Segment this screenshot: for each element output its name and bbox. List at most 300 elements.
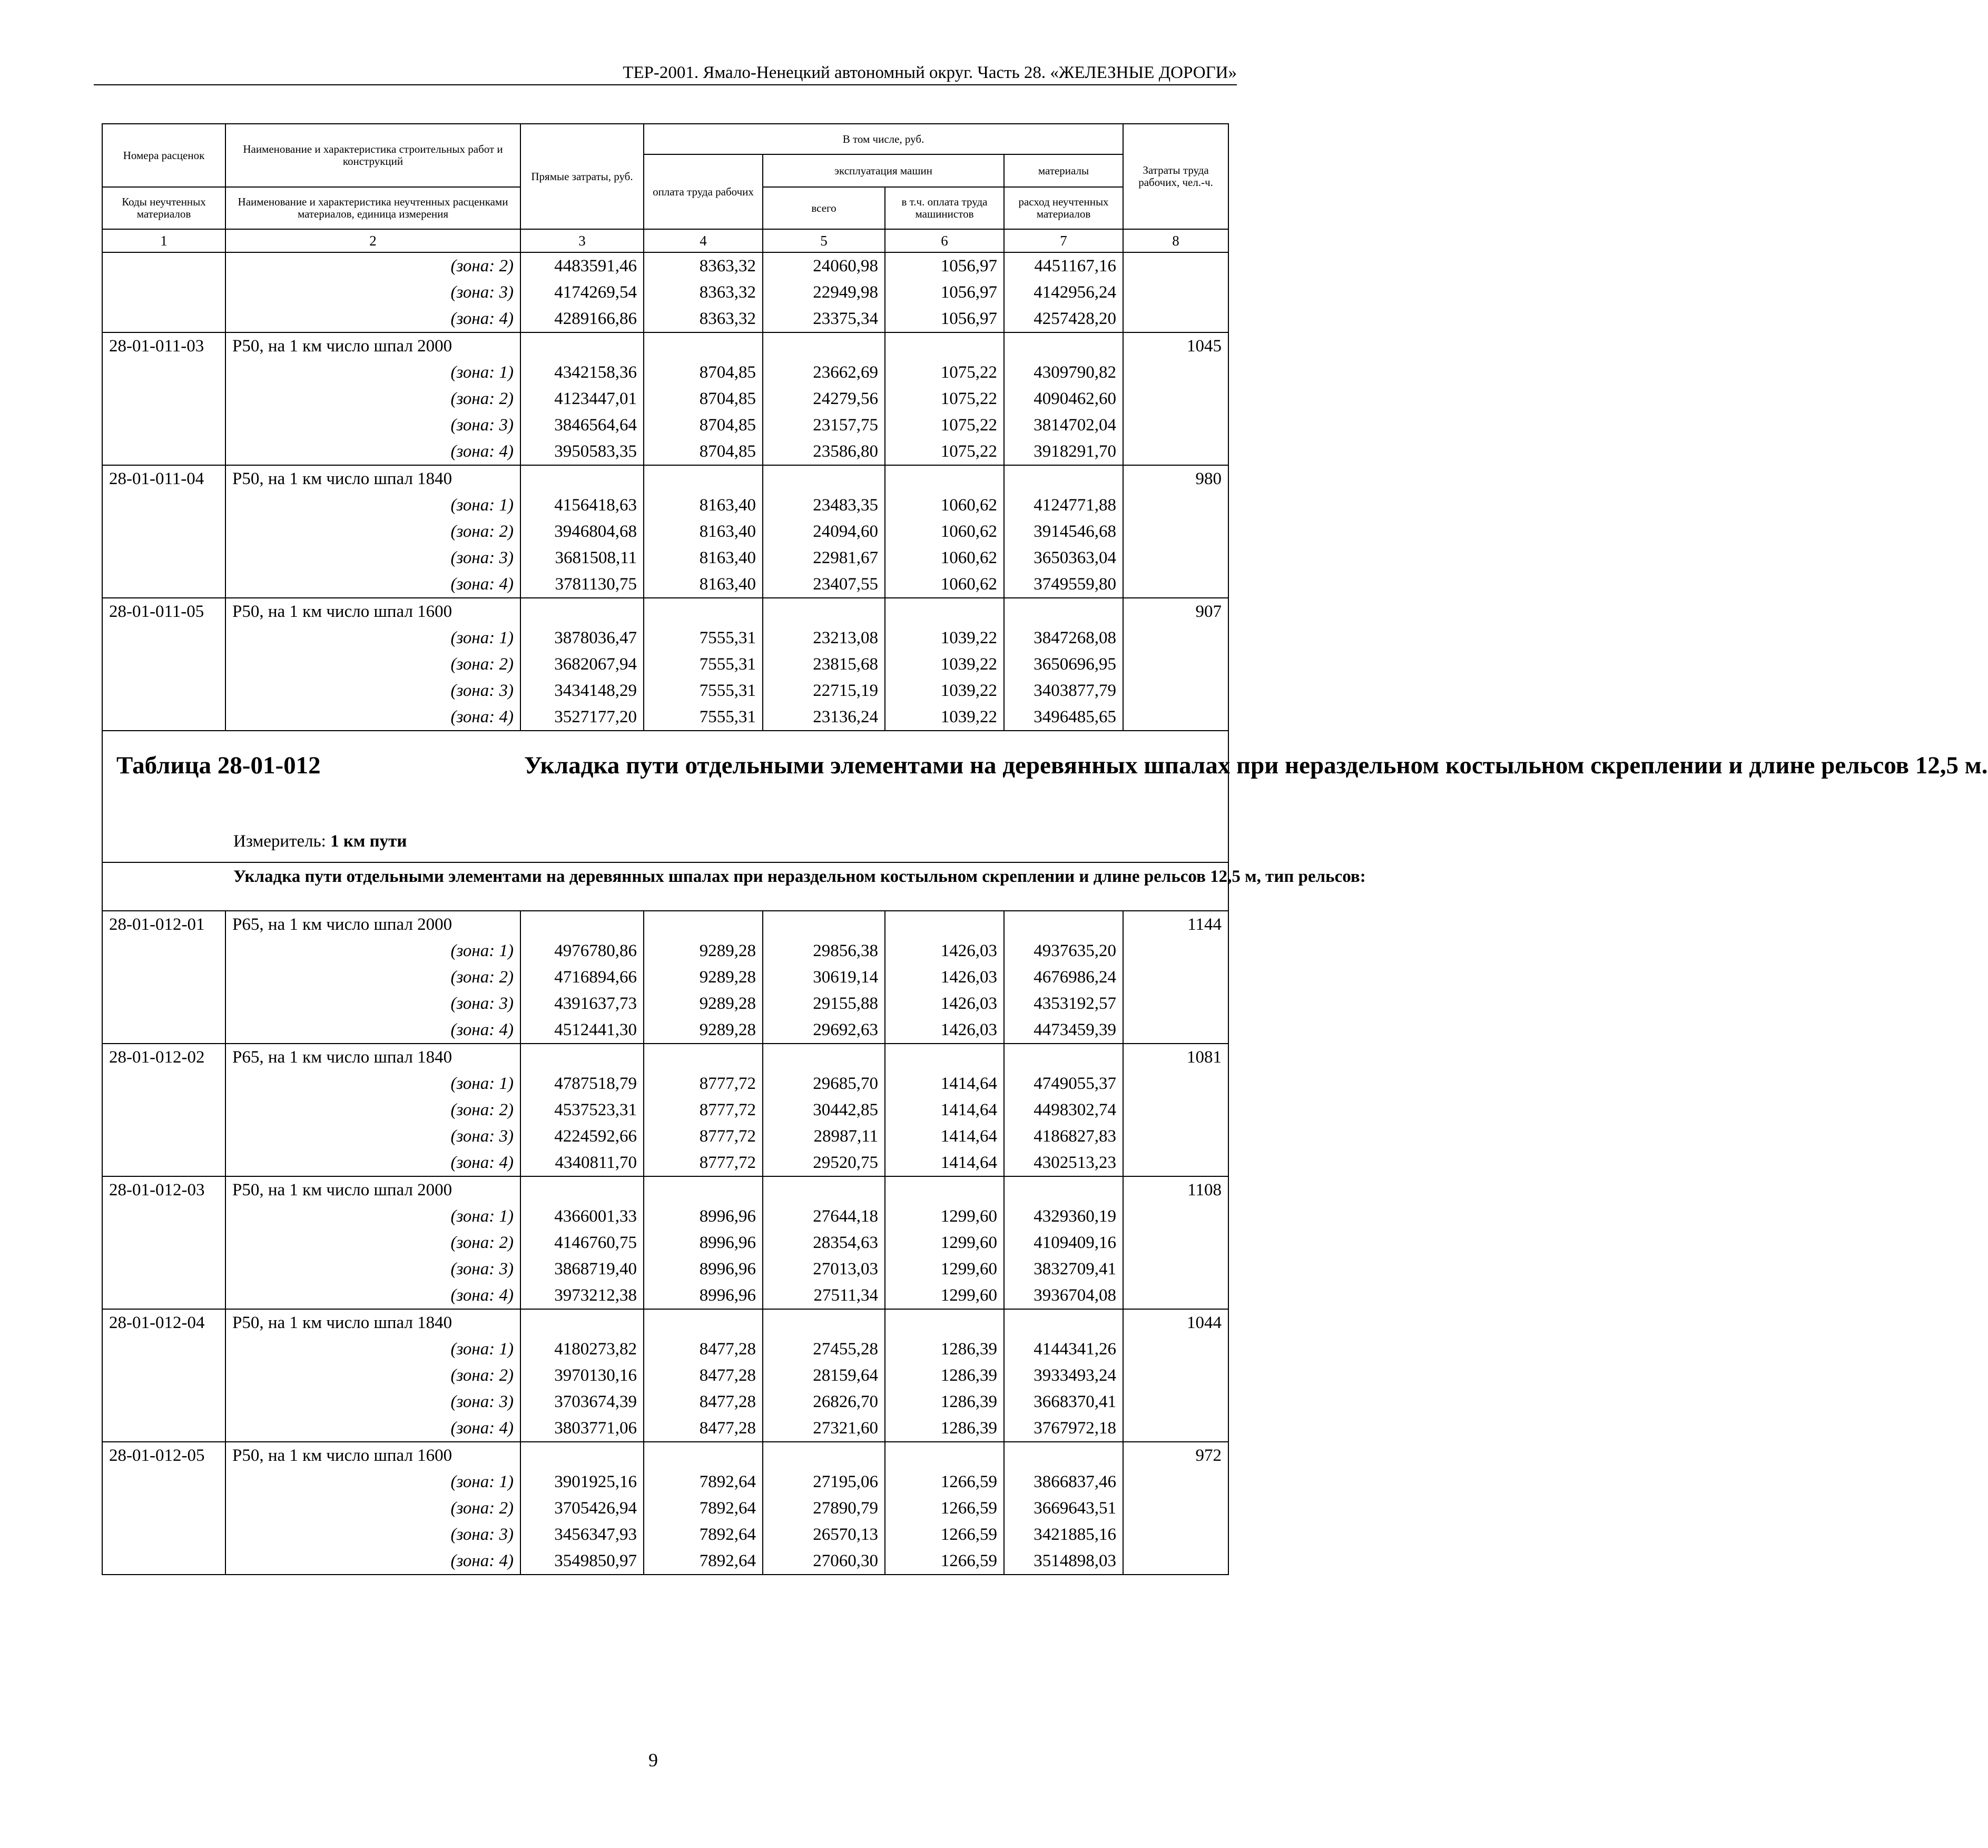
zone-cell: (зона: 1): [225, 492, 520, 518]
zone-cell: (зона: 3): [225, 1521, 520, 1548]
direct-cost-cell: 4366001,33: [520, 1203, 644, 1230]
machines-cell: 23157,75: [763, 412, 885, 438]
direct-cost-cell: 4180273,82: [520, 1336, 644, 1362]
labor-cell: [1123, 1203, 1228, 1230]
empty-cell: [520, 465, 644, 492]
empty-cell: [644, 332, 763, 359]
wages-cell: 8477,28: [644, 1415, 763, 1442]
labor-cell: 972: [1123, 1442, 1228, 1469]
table-row: [102, 1097, 1228, 1123]
labor-cell: [1123, 438, 1228, 465]
table-subtitle-block: [102, 862, 1366, 911]
empty-cell: [763, 1309, 885, 1336]
materials-cell: 3668370,41: [1004, 1389, 1123, 1415]
direct-cost-cell: 4146760,75: [520, 1230, 644, 1256]
direct-cost-cell: 3456347,93: [520, 1521, 644, 1548]
code-cell: [102, 1070, 225, 1097]
wages-cell: 8704,85: [644, 359, 763, 386]
code-cell: [102, 492, 225, 518]
table-row: [102, 359, 1228, 386]
zone-cell: (зона: 2): [225, 1362, 520, 1389]
table-subtitle: Укладка пути отдельными элементами на деревянных шпалах при нераздельном костыльном скреплении и длине рельсов 12,5 м, тип рельсов:: [233, 867, 1366, 886]
materials-cell: 3421885,16: [1004, 1521, 1123, 1548]
machines-cell: 24094,60: [763, 518, 885, 545]
labor-cell: [1123, 359, 1228, 386]
zone-cell: (зона: 4): [225, 571, 520, 598]
empty-cell: [885, 598, 1004, 625]
code-cell: [102, 677, 225, 704]
labor-cell: [1123, 306, 1228, 332]
empty-cell: [885, 1309, 1004, 1336]
machines-cell: 30442,85: [763, 1097, 885, 1123]
zone-cell: (зона: 3): [225, 412, 520, 438]
labor-cell: [1123, 1469, 1228, 1495]
materials-cell: 4451167,16: [1004, 252, 1123, 279]
zone-cell: (зона: 3): [225, 545, 520, 571]
drivers-wages-cell: 1075,22: [885, 438, 1004, 465]
empty-cell: [520, 332, 644, 359]
direct-cost-cell: 4512441,30: [520, 1017, 644, 1044]
empty-cell: [520, 1309, 644, 1336]
materials-cell: 4329360,19: [1004, 1203, 1123, 1230]
table-row: [102, 1123, 1228, 1149]
wages-cell: 7892,64: [644, 1495, 763, 1521]
wages-cell: 8777,72: [644, 1070, 763, 1097]
machines-cell: 30619,14: [763, 964, 885, 990]
zone-cell: (зона: 4): [225, 306, 520, 332]
direct-cost-cell: 4123447,01: [520, 386, 644, 412]
wages-cell: 8363,32: [644, 306, 763, 332]
empty-cell: [644, 1442, 763, 1469]
labor-cell: [1123, 279, 1228, 306]
table-row: [102, 677, 1228, 704]
direct-cost-cell: 4289166,86: [520, 306, 644, 332]
wages-cell: 8163,40: [644, 492, 763, 518]
materials-cell: 4309790,82: [1004, 359, 1123, 386]
empty-cell: [520, 1176, 644, 1203]
labor-cell: 1108: [1123, 1176, 1228, 1203]
wages-cell: 7892,64: [644, 1469, 763, 1495]
zone-cell: (зона: 4): [225, 1548, 520, 1575]
wages-cell: 7555,31: [644, 677, 763, 704]
machines-cell: 28159,64: [763, 1362, 885, 1389]
labor-cell: 1044: [1123, 1309, 1228, 1336]
zone-cell: (зона: 3): [225, 1389, 520, 1415]
table-row: [102, 306, 1228, 332]
table-row: [102, 412, 1228, 438]
drivers-wages-cell: 1266,59: [885, 1495, 1004, 1521]
wages-cell: 8996,96: [644, 1203, 763, 1230]
wages-cell: 7555,31: [644, 651, 763, 677]
empty-cell: [520, 598, 644, 625]
col-number: 8: [1123, 229, 1228, 252]
labor-cell: [1123, 1230, 1228, 1256]
empty-cell: [885, 1044, 1004, 1070]
empty-cell: [644, 1044, 763, 1070]
code-cell: [102, 1282, 225, 1309]
drivers-wages-cell: 1426,03: [885, 1017, 1004, 1044]
drivers-wages-cell: 1414,64: [885, 1070, 1004, 1097]
table-row: [102, 545, 1228, 571]
zone-cell: (зона: 2): [225, 651, 520, 677]
labor-cell: [1123, 1389, 1228, 1415]
zone-cell: (зона: 4): [225, 1149, 520, 1176]
drivers-wages-cell: 1075,22: [885, 412, 1004, 438]
materials-cell: 4749055,37: [1004, 1070, 1123, 1097]
direct-cost-cell: 4224592,66: [520, 1123, 644, 1149]
col-unacc-mat-header: расход неучтенных материалов: [1004, 187, 1123, 229]
empty-cell: [1004, 598, 1123, 625]
machines-cell: 23586,80: [763, 438, 885, 465]
labor-cell: [1123, 1521, 1228, 1548]
zone-cell: (зона: 2): [225, 518, 520, 545]
wages-cell: 9289,28: [644, 964, 763, 990]
col-direct-header: Прямые затраты, руб.: [520, 124, 644, 229]
drivers-wages-cell: 1056,97: [885, 306, 1004, 332]
empty-cell: [520, 1044, 644, 1070]
table-row: [102, 492, 1228, 518]
zone-cell: (зона: 1): [225, 938, 520, 964]
meter-value: 1 км пути: [330, 832, 407, 851]
wages-cell: 8704,85: [644, 412, 763, 438]
zone-cell: (зона: 4): [225, 438, 520, 465]
table-012-body: [102, 911, 1228, 1575]
machines-cell: 22981,67: [763, 545, 885, 571]
labor-cell: [1123, 412, 1228, 438]
drivers-wages-cell: 1056,97: [885, 252, 1004, 279]
empty-cell: [1004, 1309, 1123, 1336]
labor-cell: [1123, 625, 1228, 651]
empty-cell: [1004, 465, 1123, 492]
direct-cost-cell: 3878036,47: [520, 625, 644, 651]
rate-code-cell: 28-01-012-05: [102, 1442, 225, 1469]
zone-cell: (зона: 4): [225, 1017, 520, 1044]
machines-cell: 22715,19: [763, 677, 885, 704]
direct-cost-cell: 4716894,66: [520, 964, 644, 990]
materials-cell: 3749559,80: [1004, 571, 1123, 598]
code-cell: [102, 704, 225, 731]
zone-cell: (зона: 4): [225, 704, 520, 731]
zone-cell: (зона: 1): [225, 1336, 520, 1362]
empty-cell: [644, 598, 763, 625]
table-row: [102, 1548, 1228, 1575]
zone-cell: (зона: 2): [225, 252, 520, 279]
direct-cost-cell: 3681508,11: [520, 545, 644, 571]
drivers-wages-cell: 1266,59: [885, 1521, 1004, 1548]
empty-cell: [1004, 1442, 1123, 1469]
direct-cost-cell: 4174269,54: [520, 279, 644, 306]
empty-cell: [644, 465, 763, 492]
empty-cell: [520, 1442, 644, 1469]
empty-cell: [1004, 1044, 1123, 1070]
labor-cell: [1123, 386, 1228, 412]
materials-cell: 4186827,83: [1004, 1123, 1123, 1149]
labor-cell: [1123, 964, 1228, 990]
direct-cost-cell: 4340811,70: [520, 1149, 644, 1176]
table-row: [102, 465, 1228, 492]
table-row: [102, 332, 1228, 359]
materials-cell: 3832709,41: [1004, 1256, 1123, 1282]
labor-cell: [1123, 1362, 1228, 1389]
machines-cell: 23375,34: [763, 306, 885, 332]
table-row: [102, 1230, 1228, 1256]
materials-cell: 4302513,23: [1004, 1149, 1123, 1176]
materials-cell: 4124771,88: [1004, 492, 1123, 518]
code-cell: [102, 1123, 225, 1149]
drivers-wages-cell: 1266,59: [885, 1548, 1004, 1575]
drivers-wages-cell: 1060,62: [885, 518, 1004, 545]
table-row: [102, 518, 1228, 545]
empty-cell: [763, 332, 885, 359]
materials-cell: 3514898,03: [1004, 1548, 1123, 1575]
direct-cost-cell: 3434148,29: [520, 677, 644, 704]
wages-cell: 9289,28: [644, 1017, 763, 1044]
wages-cell: 8477,28: [644, 1389, 763, 1415]
code-cell: [102, 438, 225, 465]
zone-cell: (зона: 2): [225, 386, 520, 412]
rate-name-cell: Р65, на 1 км число шпал 2000: [225, 911, 520, 938]
wages-cell: 8363,32: [644, 279, 763, 306]
empty-cell: [885, 911, 1004, 938]
machines-cell: 23815,68: [763, 651, 885, 677]
direct-cost-cell: 4483591,46: [520, 252, 644, 279]
code-cell: [102, 1256, 225, 1282]
labor-cell: [1123, 651, 1228, 677]
machines-cell: 27013,03: [763, 1256, 885, 1282]
materials-cell: 4473459,39: [1004, 1017, 1123, 1044]
machines-cell: 24279,56: [763, 386, 885, 412]
wages-cell: 8996,96: [644, 1230, 763, 1256]
zone-cell: (зона: 2): [225, 1230, 520, 1256]
machines-cell: 29692,63: [763, 1017, 885, 1044]
direct-cost-cell: 3703674,39: [520, 1389, 644, 1415]
materials-cell: 4144341,26: [1004, 1336, 1123, 1362]
wages-cell: 8777,72: [644, 1097, 763, 1123]
materials-cell: 4090462,60: [1004, 386, 1123, 412]
wages-cell: 7555,31: [644, 704, 763, 731]
drivers-wages-cell: 1299,60: [885, 1256, 1004, 1282]
table-row: [102, 1389, 1228, 1415]
materials-cell: 4937635,20: [1004, 938, 1123, 964]
wages-cell: 8163,40: [644, 545, 763, 571]
code-cell: [102, 1362, 225, 1389]
direct-cost-cell: 3946804,68: [520, 518, 644, 545]
labor-cell: 907: [1123, 598, 1228, 625]
machines-cell: 29155,88: [763, 990, 885, 1017]
code-cell: [102, 1097, 225, 1123]
labor-cell: [1123, 1149, 1228, 1176]
materials-cell: 4257428,20: [1004, 306, 1123, 332]
code-cell: [102, 412, 225, 438]
zone-cell: (зона: 2): [225, 964, 520, 990]
labor-cell: [1123, 704, 1228, 731]
materials-cell: 3814702,04: [1004, 412, 1123, 438]
materials-cell: 3936704,08: [1004, 1282, 1123, 1309]
drivers-wages-cell: 1426,03: [885, 938, 1004, 964]
header-rule: [94, 84, 1237, 85]
drivers-wages-cell: 1056,97: [885, 279, 1004, 306]
materials-cell: 4142956,24: [1004, 279, 1123, 306]
code-cell: [102, 1495, 225, 1521]
machines-cell: 23407,55: [763, 571, 885, 598]
col-number: 5: [763, 229, 885, 252]
table-row: [102, 1203, 1228, 1230]
materials-cell: 3403877,79: [1004, 677, 1123, 704]
code-cell: [102, 359, 225, 386]
machines-cell: 27195,06: [763, 1469, 885, 1495]
empty-cell: [644, 1309, 763, 1336]
col-total-header: всего: [763, 187, 885, 229]
materials-cell: 3669643,51: [1004, 1495, 1123, 1521]
empty-cell: [1004, 911, 1123, 938]
code-cell: [102, 1548, 225, 1575]
empty-cell: [763, 598, 885, 625]
machines-cell: 23136,24: [763, 704, 885, 731]
materials-cell: 4676986,24: [1004, 964, 1123, 990]
empty-cell: [644, 1176, 763, 1203]
table-row: [102, 1442, 1228, 1469]
wages-cell: 8477,28: [644, 1336, 763, 1362]
machines-cell: 27455,28: [763, 1336, 885, 1362]
rate-code-cell: 28-01-012-02: [102, 1044, 225, 1070]
labor-cell: [1123, 1548, 1228, 1575]
rate-name-cell: Р50, на 1 км число шпал 1600: [225, 598, 520, 625]
rate-code-cell: 28-01-012-03: [102, 1176, 225, 1203]
wages-cell: 8777,72: [644, 1149, 763, 1176]
labor-cell: [1123, 545, 1228, 571]
labor-cell: [1123, 677, 1228, 704]
rate-code-cell: 28-01-011-05: [102, 598, 225, 625]
labor-cell: [1123, 1123, 1228, 1149]
machines-cell: 23662,69: [763, 359, 885, 386]
labor-cell: [1123, 518, 1228, 545]
table-row: [102, 1521, 1228, 1548]
direct-cost-cell: 3868719,40: [520, 1256, 644, 1282]
rate-code-cell: 28-01-012-01: [102, 911, 225, 938]
drivers-wages-cell: 1414,64: [885, 1149, 1004, 1176]
drivers-wages-cell: 1286,39: [885, 1336, 1004, 1362]
code-cell: [102, 1521, 225, 1548]
machines-cell: 28987,11: [763, 1123, 885, 1149]
machines-cell: 29520,75: [763, 1149, 885, 1176]
direct-cost-cell: 4156418,63: [520, 492, 644, 518]
direct-cost-cell: 3950583,35: [520, 438, 644, 465]
zone-cell: (зона: 4): [225, 1282, 520, 1309]
page-number: 9: [648, 1749, 658, 1771]
machines-cell: 26570,13: [763, 1521, 885, 1548]
code-cell: [102, 1230, 225, 1256]
table-row: [102, 571, 1228, 598]
col-labor-header: Затраты труда рабочих, чел.-ч.: [1123, 124, 1228, 229]
empty-cell: [885, 465, 1004, 492]
wages-cell: 7892,64: [644, 1548, 763, 1575]
labor-cell: [1123, 938, 1228, 964]
col-numbers-header: Номера расценок: [102, 124, 225, 187]
empty-cell: [763, 1442, 885, 1469]
labor-cell: [1123, 1097, 1228, 1123]
machines-cell: 27511,34: [763, 1282, 885, 1309]
direct-cost-cell: 4976780,86: [520, 938, 644, 964]
machines-cell: 27890,79: [763, 1495, 885, 1521]
table-row: [102, 386, 1228, 412]
labor-cell: [1123, 1017, 1228, 1044]
zone-cell: (зона: 1): [225, 1469, 520, 1495]
table-row: [102, 279, 1228, 306]
wages-cell: 8704,85: [644, 386, 763, 412]
zone-cell: (зона: 1): [225, 359, 520, 386]
machines-cell: 26826,70: [763, 1389, 885, 1415]
table-row: [102, 438, 1228, 465]
table-row: [102, 1336, 1228, 1362]
labor-cell: [1123, 1282, 1228, 1309]
labor-cell: 1045: [1123, 332, 1228, 359]
drivers-wages-cell: 1075,22: [885, 359, 1004, 386]
code-cell: [102, 1203, 225, 1230]
drivers-wages-cell: 1414,64: [885, 1123, 1004, 1149]
rate-code-cell: 28-01-011-04: [102, 465, 225, 492]
col-name-header: Наименование и характеристика строительных работ и конструкций: [225, 124, 520, 187]
rate-name-cell: Р50, на 1 км число шпал 1840: [225, 465, 520, 492]
table-row: [102, 1469, 1228, 1495]
table-row: [102, 911, 1228, 938]
zone-cell: (зона: 4): [225, 1415, 520, 1442]
table-row: [102, 1282, 1228, 1309]
table-row: [102, 704, 1228, 731]
zone-cell: (зона: 2): [225, 1097, 520, 1123]
table-row: [102, 1070, 1228, 1097]
drivers-wages-cell: 1060,62: [885, 492, 1004, 518]
code-cell: [102, 518, 225, 545]
table-row: [102, 990, 1228, 1017]
table-label: Таблица 28-01-012: [116, 752, 321, 779]
code-cell: [102, 625, 225, 651]
running-header: ТЕР-2001. Ямало-Ненецкий автономный округ. Часть 28. «ЖЕЛЕЗНЫЕ ДОРОГИ»: [623, 63, 1237, 82]
zone-cell: (зона: 3): [225, 1123, 520, 1149]
wages-cell: 8996,96: [644, 1256, 763, 1282]
direct-cost-cell: 3527177,20: [520, 704, 644, 731]
wages-cell: 8163,40: [644, 518, 763, 545]
zone-cell: (зона: 1): [225, 625, 520, 651]
machines-cell: 23213,08: [763, 625, 885, 651]
code-cell: [102, 1469, 225, 1495]
table-row: [102, 964, 1228, 990]
machines-cell: 29856,38: [763, 938, 885, 964]
wages-cell: 8363,32: [644, 252, 763, 279]
materials-cell: 3933493,24: [1004, 1362, 1123, 1389]
empty-cell: [763, 911, 885, 938]
machines-cell: 29685,70: [763, 1070, 885, 1097]
col-number: 2: [225, 229, 520, 252]
table-row: [102, 1149, 1228, 1176]
col-including-header: В том числе, руб.: [644, 124, 1123, 154]
col-codes-header: Коды неучтенных материалов: [102, 187, 225, 229]
col-number: 4: [644, 229, 763, 252]
table-meter: [233, 832, 407, 851]
drivers-wages-cell: 1426,03: [885, 990, 1004, 1017]
code-cell: [102, 1149, 225, 1176]
drivers-wages-cell: 1299,60: [885, 1282, 1004, 1309]
direct-cost-cell: 4787518,79: [520, 1070, 644, 1097]
empty-cell: [1004, 1176, 1123, 1203]
labor-cell: 1144: [1123, 911, 1228, 938]
materials-cell: 4498302,74: [1004, 1097, 1123, 1123]
materials-cell: 3914546,68: [1004, 518, 1123, 545]
materials-cell: 3767972,18: [1004, 1415, 1123, 1442]
code-cell: [102, 571, 225, 598]
empty-cell: [644, 911, 763, 938]
materials-cell: 3918291,70: [1004, 438, 1123, 465]
col-incl-wages-header: в т.ч. оплата труда машинистов: [885, 187, 1004, 229]
